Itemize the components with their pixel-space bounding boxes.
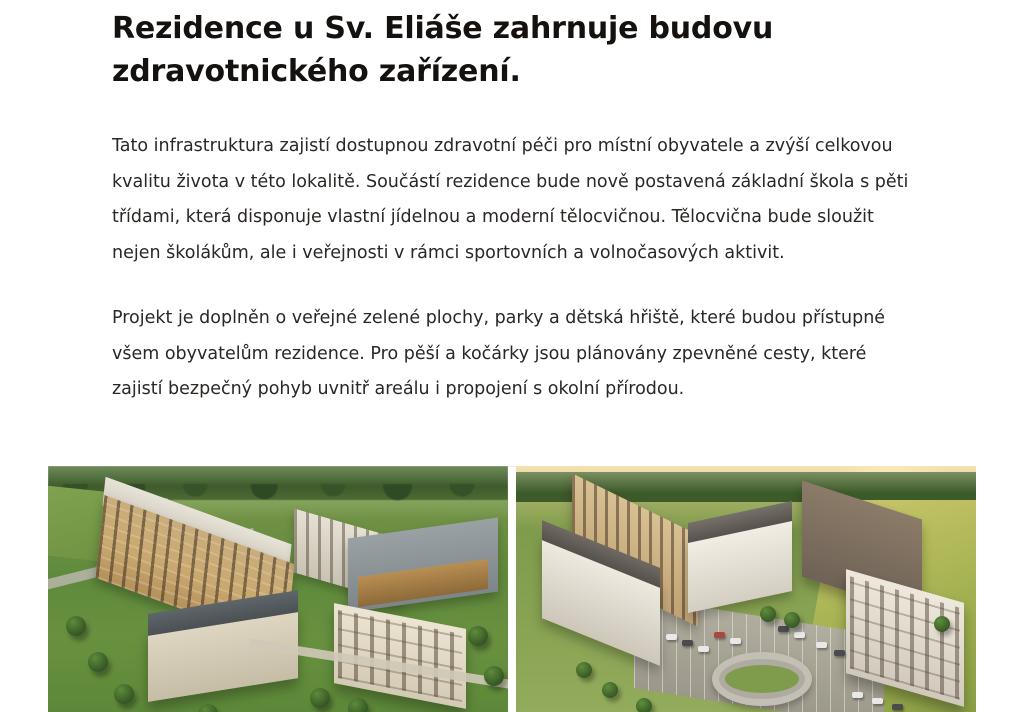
car-icon [892,704,903,710]
car-icon [872,698,883,704]
tree-icon [784,612,800,628]
tree-icon [310,688,330,708]
tree-icon [484,666,504,686]
building-block [688,517,792,613]
tree-icon [636,698,652,712]
tree-icon [576,662,592,678]
car-icon [816,642,827,648]
article-paragraph-2: Projekt je doplněn o veřejné zelené plochy, parky a dětská hřiště, které budou přístupné všem obyvatelům rezidence. Pro pěší a kočárky jsou plánovány zpevněné cesty, které zajistí bezpečný pohyb uvnitř areálu i propojení s okolní přírodou. [112,308,886,400]
tree-icon [760,606,776,622]
roundabout-decoration [712,652,812,706]
car-icon [834,650,845,656]
gallery-image-1[interactable] [48,466,508,712]
car-icon [730,638,741,644]
gallery-right-margin [976,466,1024,712]
building-block [148,606,298,702]
tree-icon [66,616,86,636]
image-gallery [0,466,1024,712]
gallery-left-margin [0,466,48,712]
car-icon [714,632,725,638]
tree-icon [114,684,134,704]
car-icon [682,640,693,646]
page-title: Rezidence u Sv. Eliáše zahrnuje budovu zdravotnického zařízení. [112,11,774,89]
tree-icon [468,626,488,646]
tree-icon [934,616,950,632]
tree-icon [88,652,108,672]
tree-icon [198,704,218,712]
car-icon [852,692,863,698]
tree-icon [602,682,618,698]
car-icon [698,646,709,652]
tree-icon [348,698,368,712]
gallery-image-2[interactable] [516,466,976,712]
car-icon [794,632,805,638]
car-icon [666,634,677,640]
article-paragraph-1: Tato infrastruktura zajistí dostupnou zdravotní péči pro místní obyvatele a zvýší celkovou kvalitu života v této lokalitě. Součástí rezidence bude nově postavená základní škola s pěti třídami, která disponuje vlastní jídelnou a moderní tělocvičnou. Tělocvična bude sloužit nejen školákům, ale i veřejnosti v rámci sportovních a volnočasových aktivit. [112,136,909,263]
